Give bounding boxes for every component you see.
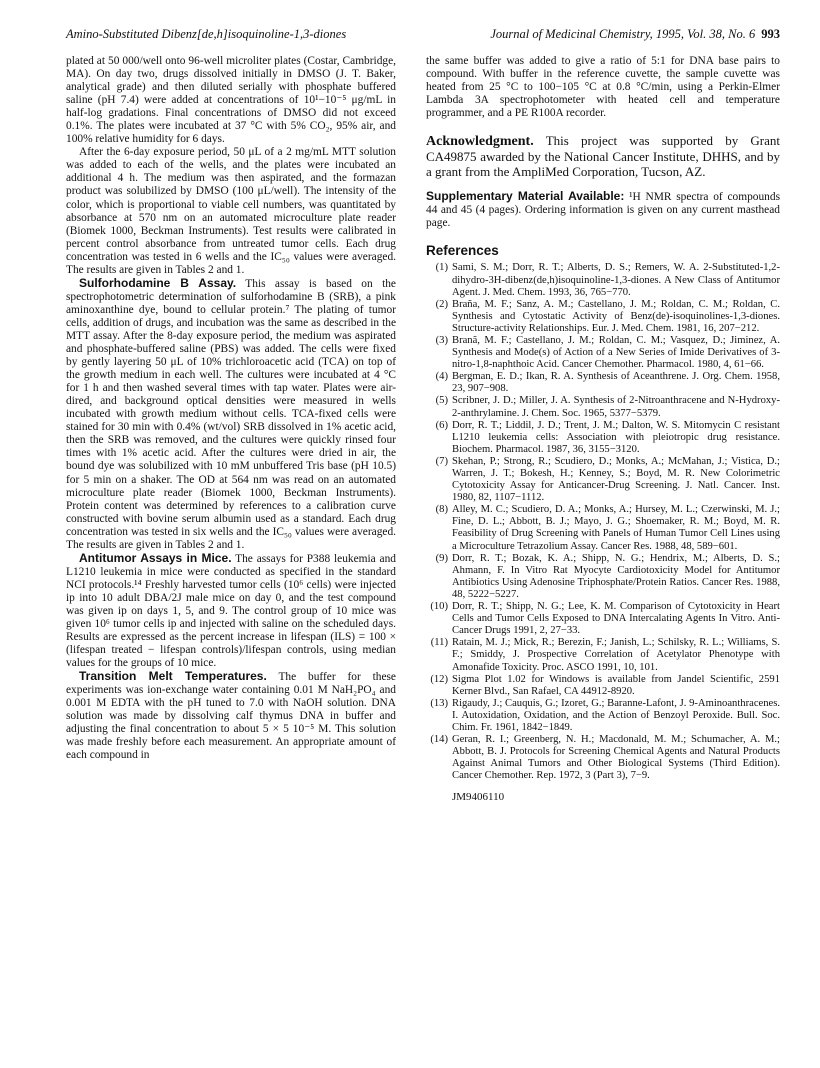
reference-text: Braña, M. F.; Sanz, A. M.; Castellano, J. M.; Roldan, C. M.; Roldan, C. Synthesis and Cytostatic Activity of Benz(de)-isoquinolines-1,3-diones. Structure-activity Relationships. Eur. J. Med. Chem. 1981, 16, 207−212. xyxy=(452,298,780,334)
reference-number: (4) xyxy=(435,371,448,383)
reference-text: Ratain, M. J.; Mick, R.; Berezin, F.; Janish, L.; Schilsky, R. L.; Williams, S. F.; Smiddy, J. Prospective Correlation of Acetylator Phenotype with Amonafide Toxicity. Proc. ASCO 1991, 10, 101. xyxy=(452,637,780,673)
reference-item xyxy=(426,420,780,456)
paragraph-transition-melt xyxy=(66,670,396,762)
reference-text: Alley, M. C.; Scudiero, D. A.; Monks, A.; Hursey, M. L.; Czerwinski, M. J.; Fine, D. L.; Abbott, B. J.; Mayo, J. G.; Shoemaker, R. M.; Boyd, M. R. Feasibility of Drug Screening with Panels of Human Tumor Cell Lines using a Microculture Tetrazolium Assay. Cancer Res. 1988, 48, 589−601. xyxy=(452,504,780,552)
reference-number: (3) xyxy=(435,334,448,346)
reference-item xyxy=(426,456,780,504)
reference-text: Dorr, R. T.; Shipp, N. G.; Lee, K. M. Comparison of Cytotoxicity in Heart Cells and Tumor Cells Exposed to DNA Intercalating Agents In Vitro. Anti-Cancer Drugs 1991, 2, 27−33. xyxy=(452,601,780,637)
reference-item xyxy=(426,395,780,419)
manuscript-code: JM9406110 xyxy=(452,791,505,804)
left-column xyxy=(66,55,396,763)
reference-item xyxy=(426,262,780,298)
paragraph-plating: plated at 50 000/well onto 96-well microliter plates (Costar, Cambridge, MA). On day two, drugs dissolved initially in DMSO (J. T. Baker, analytical grade) and then diluted serially with phosphate buffered saline (pH 7.4) were added at concentrations of 10¹−10⁻⁵ μg/mL in half-log gradations. Final concentrations of DMSO did not exceed 0.1%. The plates were incubated at 37 °C with 5% CO₂, 95% air, and 100% relative humidity for 6 days. xyxy=(66,55,396,146)
paragraph-continued: the same buffer was added to give a ratio of 5:1 for DNA base pairs to compound. With buffer in the reference cuvette, the sample cuvette was heated from 25 °C to 100−105 °C at 0.8 °C/min, using a Perkin-Elmer Lambda 3A spectrophotometer with heated cell and temperature programmer, and a PE R100A recorder. xyxy=(426,55,780,120)
reference-item xyxy=(426,335,780,371)
supplementary-material xyxy=(426,190,780,230)
reference-text: Skehan, P.; Strong, R.; Scudiero, D.; Monks, A.; McMahan, J.; Vistica, D.; Warren, J. T.; Bokesh, H.; Kenney, S.; Boyd, M. R. New Colorimetric Cytotoxicity Assay for Anticancer-Drug Screening. J. Natl. Cancer. Inst. 1980, 82, 1107−1112. xyxy=(452,455,780,504)
reference-text: Geran, R. I.; Greenberg, N. H.; Macdonald, M. M.; Schumacher, A. M.; Abbott, B. J. Protocols for Screening Chemical Agents and Natural Products Against Animal Tumors and Other Biological Systems (Third Edition). Cancer Chemother. Rep. 1972, 3 (Part 3), 7−9. xyxy=(452,734,780,782)
reference-number: (12) xyxy=(430,673,448,685)
reference-text: Scribner, J. D.; Miller, J. A. Synthesis of 2-Nitroanthracene and N-Hydroxy-2-anthrylamine. J. Chem. Soc. 1965, 5377−5379. xyxy=(452,395,780,419)
reference-item xyxy=(426,698,780,734)
running-title: Amino-Substituted Dibenz[de,h]isoquinoline-1,3-diones xyxy=(66,27,347,41)
journal-citation xyxy=(490,27,780,42)
srb-heading: Sulforhodamine B Assay. xyxy=(79,275,237,290)
reference-number: (6) xyxy=(435,419,448,431)
reference-number: (14) xyxy=(430,734,448,746)
reference-number: (13) xyxy=(430,697,448,709)
acknowledgment xyxy=(426,133,780,179)
paragraph-mtt: After the 6-day exposure period, 50 μL of a 2 mg/mL MTT solution was added to each of the wells, and the plates were incubated an additional 4 h. The medium was then aspirated, and the formazan product was solubilized by DMSO (100 μL/well). The intensity of the color, which is proportional to viable cell numbers, was quantitated by absorbance at 570 nm on an automated microculture plate reader (Biomek 1000, Beckman Instruments). Test results were calibrated in percent control absorbance from untreated tumor cells. Each drug concentration was tested in 6 wells and the IC₅₀ values were averaged. The results are given in Tables 2 and 1. xyxy=(66,146,396,276)
reference-number: (5) xyxy=(435,395,448,407)
reference-number: (10) xyxy=(430,601,448,613)
paragraph-antitumor xyxy=(66,552,396,670)
reference-number: (7) xyxy=(435,455,448,467)
reference-number: (2) xyxy=(435,298,448,310)
reference-text: Rigaudy, J.; Cauquis, G.; Izoret, G.; Baranne-Lafont, J. 9-Aminoanthracenes. I. Autoxidation, Oxidation, and the Action of Benzoyl Peroxide. Bull. Soc. Chim. Fr. 1961, 1842−1849. xyxy=(452,697,780,733)
transition-melt-heading: Transition Melt Temperatures. xyxy=(79,669,267,684)
reference-item xyxy=(426,734,780,782)
reference-item xyxy=(426,553,780,601)
supplementary-body: ¹H NMR spectra of compounds 44 and 45 (4 pages). Ordering information is given on any current masthead page. xyxy=(426,191,780,230)
supplementary-heading: Supplementary Material Available: xyxy=(426,189,625,204)
transition-melt-body: The buffer for these experiments was ion-exchange water containing 0.01 M NaH₂PO₄ and 0.001 M EDTA with the pH tuned to 7.0 with NaOH solution. DNA solution was made by dissolving calf thymus DNA in buffer and adjusting the final concentration to about 5 × 5 10⁻⁵ M. This solution was made freshly before each measurement. An appropriate amount of each compound in xyxy=(66,671,396,762)
reference-text: Dorr, R. T.; Bozak, K. A.; Shipp, N. G.; Hendrix, M.; Alberts, D. S.; Ahmann, F. In Vitro Rat Myocyte Cardiotoxicity Model for Antitumor Antibiotics Using Adenosine Triphosphate/Protein Ratios. Cancer Res. 1988, 48, 5222−5227. xyxy=(452,552,780,600)
page-number: 993 xyxy=(761,27,780,41)
reference-text: Sigma Plot 1.02 for Windows is available from Jandel Scientific, 2591 Kerner Blvd., San Rafael, CA 44912-8920. xyxy=(452,673,780,697)
right-column xyxy=(426,55,780,805)
reference-text: Sami, S. M.; Dorr, R. T.; Alberts, D. S.; Remers, W. A. 2-Substituted-1,2-dihydro-3H-dibenz(de,h)isoquinoline-1,3-diones. A New Class of Antitumor Agent. J. Med. Chem. 1993, 36, 765−770. xyxy=(452,262,780,298)
reference-item xyxy=(426,637,780,673)
reference-number: (11) xyxy=(430,637,448,649)
reference-item xyxy=(426,674,780,698)
reference-text: Dorr, R. T.; Liddil, J. D.; Trent, J. M.; Dalton, W. S. Mitomycin C resistant L1210 leukemia cells: Association with pleiotropic drug resistance. Biochem. Pharmacol. 1987, 36, 3155−3120. xyxy=(452,419,780,455)
reference-number: (8) xyxy=(435,504,448,516)
reference-number: (9) xyxy=(435,552,448,564)
srb-body: This assay is based on the spectrophotometric determination of sulforhodamine B (SRB), a pink aminoxanthine dye, bound to cellular protein.⁷ The plating of tumor cells, addition of drugs, and incubation was the same as described in the MTT assay. After the 8-day exposure period, the medium was aspirated and phosphate-buffered saline (PBS) was added. The cells were fixed by gently layering 50 μL of 10% trichloroacetic acid (TCA) on top of the growth medium in each well. The cultures were incubated at 4 °C for 1 h and then washed several times with tap water. Plates were air-dired, and background optical densities were measured in wells incubated with growth medium without cells. TCA-fixed cells were stained for 30 min with 0.4% (wt/vol) SRB dissolved in 1% acetic acid, then the SRB was removed, and the cultures were quickly rinsed four times with 1% acetic acid. After the cultures were dried in air, the bound dye was solubilized with 10 mM unbuffered Tris base (pH 10.5) for 5 min on a shaker. The OD at 564 nm was read on an automated microculture plate reader (Biomek 1000, Beckman Instruments). Protein content was determined by references to a calibration curve constructed with bovine serum albumin used as a standard. Each drug concentration was tested in six wells and the IC₅₀ values were averaged. The results are given in Tables 2 and 1. xyxy=(66,277,396,551)
reference-item xyxy=(426,371,780,395)
reference-text: Bergman, E. D.; Ikan, R. A. Synthesis of Aceanthrene. J. Org. Chem. 1958, 23, 907−908. xyxy=(452,371,780,395)
references-heading: References xyxy=(426,243,499,259)
acknowledgment-heading: Acknowledgment. xyxy=(426,134,534,150)
paragraph-srb xyxy=(66,277,396,552)
acknowledgment-body: This project was supported by Grant CA49875 awarded by the National Cancer Institute, DHHS, and by a grant from the AmpliMed Corporation, Tucson, AZ. xyxy=(426,133,780,180)
reference-item xyxy=(426,504,780,552)
reference-text: Branã, M. F.; Castellano, J. M.; Roldan, C. M.; Vasquez, D.; Jiminez, A. Synthesis and Mode(s) of Action of a New Series of Imide Derivatives of 3-nitro-1,8-naphthoic Acid. Cancer Chemother. Pharmacol. 1980, 4, 61−66. xyxy=(452,334,780,371)
journal-name: Journal of Medicinal Chemistry, 1995, Vol. 38, No. 6 xyxy=(490,27,756,41)
reference-number: (1) xyxy=(435,262,448,274)
reference-item xyxy=(426,299,780,335)
antitumor-heading: Antitumor Assays in Mice. xyxy=(79,550,232,565)
reference-list xyxy=(426,262,780,782)
antitumor-body: The assays for P388 leukemia and L1210 leukemia in mice were conducted as specified in the standard NCI protocols.¹⁴ Freshly harvested tumor cells (10⁶ cells) were injected ip into 10 adult DBA/2J male mice on day 0, and the test compound was given ip on days 1, 5, and 9. The control group of 10 mice was given 10⁶ tumor cells ip and injected with saline on the scheduled days. Results are expressed as the percent increase in lifespan (ILS) = 100 × (lifespan treated − lifespan controls)/lifespan controls, using median values for the groups of 10 mice. xyxy=(66,552,396,670)
reference-item xyxy=(426,601,780,637)
